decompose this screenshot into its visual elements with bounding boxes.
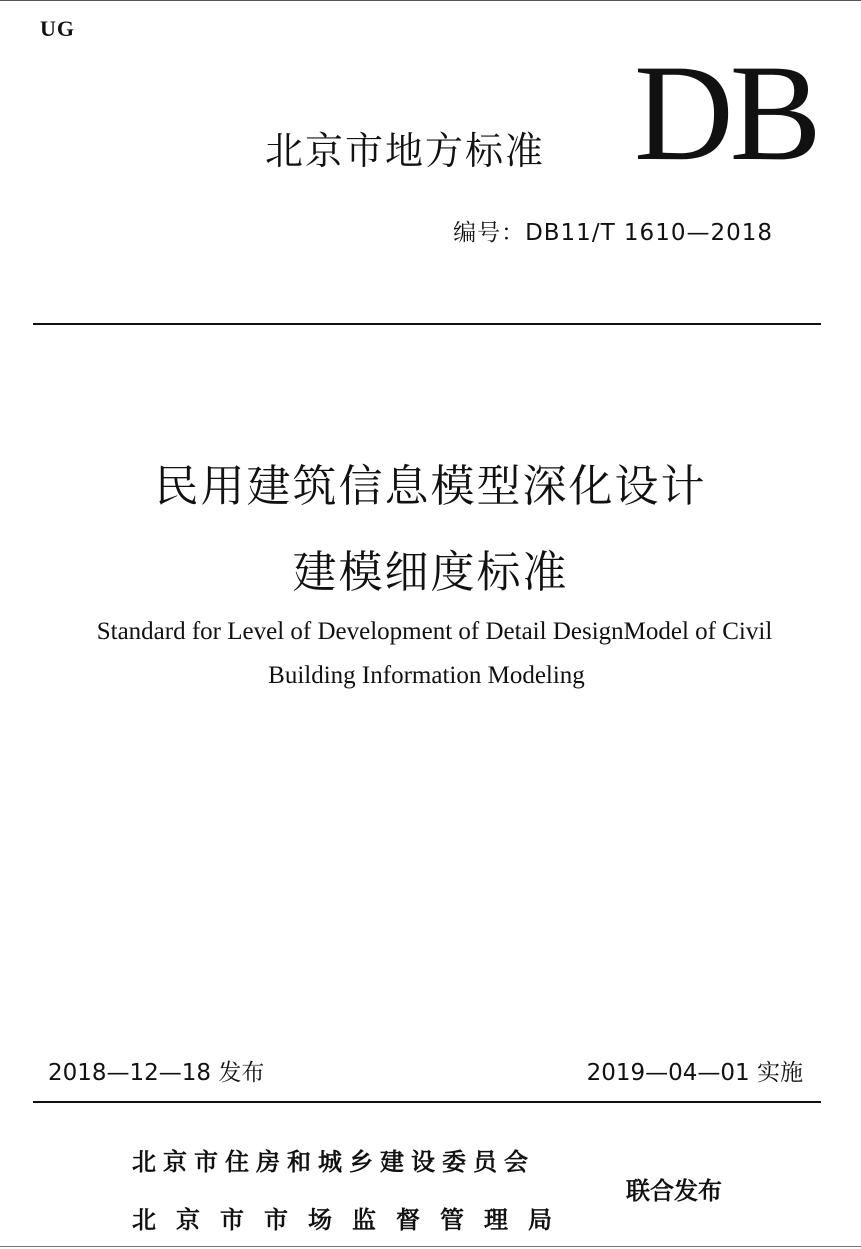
title-en-line1: Standard for Level of Development of Detail DesignModel of Civil (96, 618, 773, 645)
joint-release-label: 联合发布 (626, 1177, 722, 1205)
issue-date: 2018—12—18 发布 (48, 1060, 265, 1086)
top-divider (33, 323, 821, 325)
publisher-housing-commission: 北京市住房和城乡建设委员会 (132, 1148, 535, 1176)
bottom-divider (33, 1101, 821, 1103)
implementation-date: 2019—04—01 实施 (586, 1060, 803, 1086)
top-border (0, 0, 861, 1)
standard-type: 北京市地方标准 (265, 129, 546, 173)
db-logo: DB (634, 36, 818, 189)
title-cn-line1: 民用建筑信息模型深化设计 (154, 461, 707, 512)
category-code: UG (40, 16, 75, 41)
publisher-market-bureau: 北京市市场监督管理局 (132, 1206, 572, 1234)
standard-number: 编号：DB11/T 1610—2018 (453, 220, 773, 246)
title-cn-line2: 建模细度标准 (292, 547, 569, 598)
bottom-border (0, 1246, 861, 1247)
title-en-line2: Building Information Modeling (268, 662, 585, 689)
